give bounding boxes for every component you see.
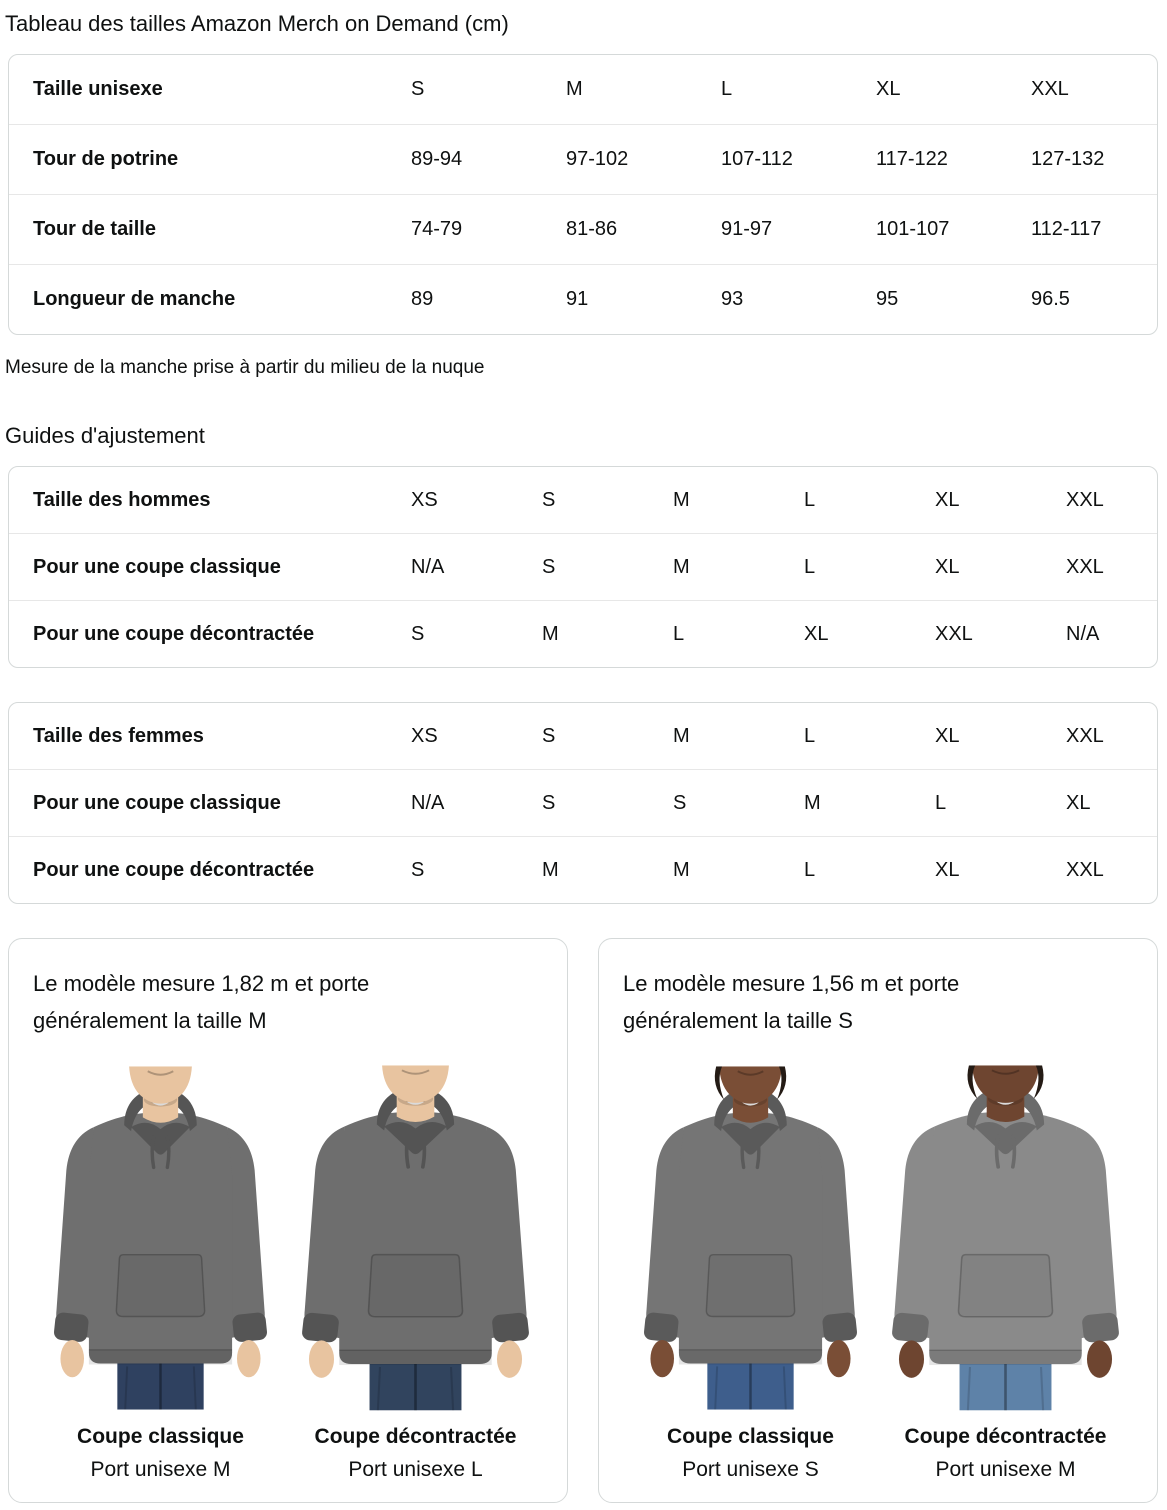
size-cell: 74-79 — [411, 218, 463, 240]
fit-size: Port unisexe M — [935, 1458, 1076, 1481]
size-cell: S — [542, 488, 556, 511]
size-cell: 95 — [876, 288, 899, 310]
fit-size: Port unisexe S — [682, 1458, 819, 1481]
male-model-hoodie-photo — [288, 1063, 543, 1413]
fit-size: Port unisexe M — [90, 1458, 231, 1481]
size-cell: XXL — [1066, 724, 1104, 747]
size-cell: 101-107 — [876, 218, 950, 240]
size-cell: L — [935, 791, 947, 814]
table-row — [9, 55, 1157, 124]
size-cell: 127-132 — [1031, 148, 1105, 170]
size-cell: L — [673, 622, 685, 645]
size-cell: 117-122 — [876, 148, 948, 170]
row-label: Tour de potrine — [33, 148, 179, 170]
size-cell: S — [673, 791, 687, 814]
male-model-card — [8, 938, 568, 1503]
size-cell: XXL — [935, 622, 973, 645]
table-row — [9, 600, 1157, 667]
table-row — [9, 533, 1157, 600]
size-cell: XL — [1066, 791, 1091, 814]
women-fit-table — [8, 702, 1158, 904]
size-cell: N/A — [1066, 622, 1100, 645]
size-cell: XXL — [1066, 858, 1104, 881]
fit-name: Coupe décontractée — [314, 1425, 517, 1448]
size-cell: N/A — [411, 555, 445, 578]
size-cell: 81-86 — [566, 218, 618, 240]
size-cell: L — [804, 555, 816, 578]
size-cell: L — [804, 858, 816, 881]
size-cell: M — [673, 488, 690, 511]
size-cell: S — [542, 724, 556, 747]
table-row — [9, 836, 1157, 903]
table-row — [9, 194, 1157, 264]
fit-guides-heading: Guides d'ajustement — [5, 423, 205, 448]
figure-classic-fit — [623, 1063, 878, 1482]
size-cell: M — [804, 791, 821, 814]
row-label: Pour une coupe classique — [33, 791, 281, 814]
size-cell: XL — [935, 555, 960, 578]
female-model-card — [598, 938, 1158, 1503]
row-label: Taille unisexe — [33, 78, 163, 100]
size-cell: M — [673, 724, 690, 747]
figure-relaxed-fit — [878, 1063, 1133, 1482]
size-cell: XL — [935, 724, 960, 747]
size-cell: XXL — [1031, 78, 1069, 100]
row-label: Taille des femmes — [33, 724, 204, 747]
model-description: Le modèle mesure 1,82 m et porte généralement la taille M — [33, 971, 370, 1033]
model-cards — [8, 938, 1158, 1503]
table-row — [9, 703, 1157, 769]
row-label: Tour de taille — [33, 218, 156, 240]
table-row — [9, 124, 1157, 194]
size-cell: XL — [804, 622, 829, 645]
size-cell: XL — [935, 488, 960, 511]
size-cell: S — [411, 78, 425, 100]
size-cell: L — [804, 724, 816, 747]
size-cell: 93 — [721, 288, 744, 310]
size-cell: 97-102 — [566, 148, 629, 170]
table-row — [9, 467, 1157, 533]
row-label: Pour une coupe décontractée — [33, 622, 315, 645]
size-cell: N/A — [411, 791, 445, 814]
size-cell: 91-97 — [721, 218, 773, 240]
size-cell: 89-94 — [411, 148, 463, 170]
figure-relaxed-fit — [288, 1063, 543, 1482]
size-cell: M — [566, 78, 583, 100]
row-label: Pour une coupe classique — [33, 555, 281, 578]
size-cell: S — [411, 858, 425, 881]
female-model-hoodie-photo — [623, 1063, 878, 1413]
size-cell: XXL — [1066, 555, 1104, 578]
unisex-size-table — [8, 54, 1158, 335]
size-chart-page — [0, 10, 1167, 1510]
size-cell: XS — [411, 488, 438, 511]
page-title: Tableau des tailles Amazon Merch on Demand (cm) — [5, 11, 509, 36]
size-cell: M — [673, 858, 690, 881]
female-model-hoodie-photo — [878, 1063, 1133, 1413]
figure-classic-fit — [33, 1063, 288, 1482]
size-cell: S — [542, 555, 556, 578]
size-cell: L — [721, 78, 733, 100]
size-cell: 112-117 — [1031, 218, 1102, 240]
sleeve-measure-note: Mesure de la manche prise à partir du milieu de la nuque — [5, 357, 485, 378]
fit-name: Coupe classique — [667, 1425, 834, 1448]
fit-name: Coupe décontractée — [904, 1425, 1107, 1448]
size-cell: L — [804, 488, 816, 511]
size-cell: S — [411, 622, 425, 645]
size-cell: XL — [935, 858, 960, 881]
model-description: Le modèle mesure 1,56 m et porte généralement la taille S — [623, 971, 960, 1033]
size-cell: 89 — [411, 288, 434, 310]
size-cell: XL — [876, 78, 901, 100]
row-label: Taille des hommes — [33, 488, 211, 511]
men-fit-table — [8, 466, 1158, 668]
size-cell: M — [542, 622, 559, 645]
fit-size: Port unisexe L — [348, 1458, 483, 1481]
row-label: Pour une coupe décontractée — [33, 858, 315, 881]
size-cell: 96.5 — [1031, 288, 1070, 310]
size-cell: 91 — [566, 288, 589, 310]
male-model-hoodie-photo — [33, 1063, 288, 1413]
size-cell: S — [542, 791, 556, 814]
size-cell: XXL — [1066, 488, 1104, 511]
size-cell: M — [542, 858, 559, 881]
row-label: Longueur de manche — [33, 288, 236, 310]
table-row — [9, 264, 1157, 334]
size-cell: M — [673, 555, 690, 578]
table-row — [9, 769, 1157, 836]
fit-name: Coupe classique — [77, 1425, 244, 1448]
size-cell: 107-112 — [721, 148, 793, 170]
size-cell: XS — [411, 724, 438, 747]
